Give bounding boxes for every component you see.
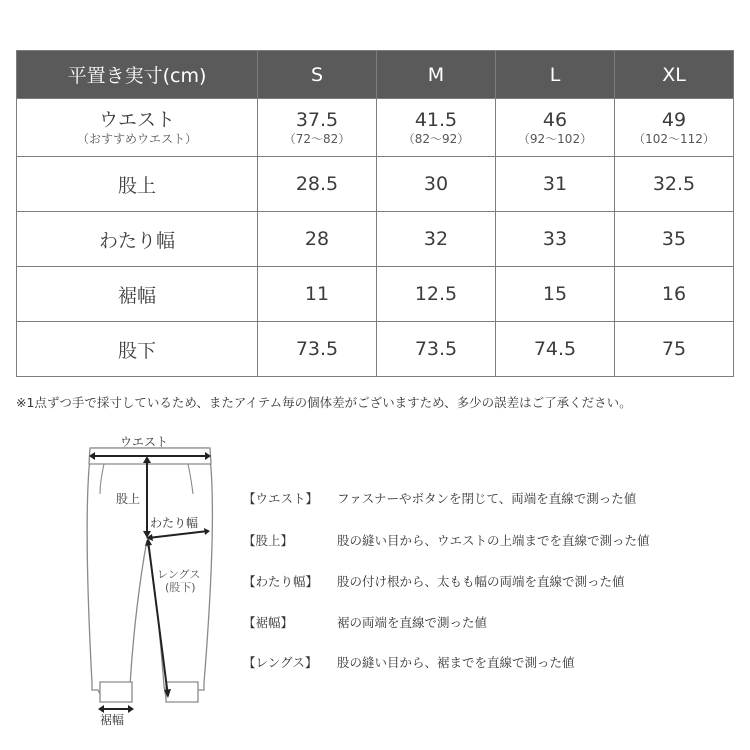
header-size-xl: XL bbox=[615, 51, 734, 99]
row-label-waist bbox=[17, 99, 258, 157]
diagram-label-waist: ウエスト bbox=[120, 435, 169, 449]
definition-term: 【股上】 bbox=[243, 533, 294, 548]
cell-hem-l: 15 bbox=[496, 267, 615, 322]
definition-text: 股の付け根から、太もも幅の両端を直線で測った値 bbox=[337, 574, 625, 589]
header-size-s: S bbox=[258, 51, 377, 99]
cell-inseam-m: 73.5 bbox=[377, 322, 496, 377]
cell-waist-l bbox=[496, 99, 615, 157]
cell-inseam-xl: 75 bbox=[615, 322, 734, 377]
hem-arrow-right bbox=[128, 705, 134, 713]
table-header-row bbox=[17, 51, 734, 99]
row-label-rise: 股上 bbox=[17, 157, 258, 212]
definition-term: 【わたり幅】 bbox=[243, 574, 319, 589]
table-row-waist bbox=[17, 99, 734, 157]
cell-rise-xl: 32.5 bbox=[615, 157, 734, 212]
header-size-l: L bbox=[496, 51, 615, 99]
cell-subvalue: （82〜92） bbox=[402, 132, 470, 146]
definition-text: ファスナーやボタンを閉じて、両端を直線で測った値 bbox=[337, 491, 637, 506]
cell-thigh-m: 32 bbox=[377, 212, 496, 267]
cell-waist-m bbox=[377, 99, 496, 157]
row-sublabel-text: （おすすめウエスト） bbox=[76, 132, 198, 146]
cell-inseam-s: 73.5 bbox=[258, 322, 377, 377]
header-measure: 平置き実寸(cm) bbox=[17, 51, 258, 99]
diagram-label-inseam: (股下) bbox=[165, 581, 196, 594]
definition-term: 【レングス】 bbox=[243, 655, 318, 670]
pants-diagram bbox=[80, 428, 230, 750]
cell-rise-m: 30 bbox=[377, 157, 496, 212]
cell-waist-s bbox=[258, 99, 377, 157]
cell-subvalue: （92〜102） bbox=[517, 132, 593, 146]
row-label-thigh: わたり幅 bbox=[17, 212, 258, 267]
cell-subvalue: （72〜82） bbox=[283, 132, 351, 146]
definition-text: 股の縫い目から、裾までを直線で測った値 bbox=[337, 655, 575, 670]
row-label-hem: 裾幅 bbox=[17, 267, 258, 322]
cuff-left bbox=[100, 682, 132, 702]
cell-waist-xl bbox=[615, 99, 734, 157]
cell-hem-m: 12.5 bbox=[377, 267, 496, 322]
cuff-right bbox=[166, 682, 198, 702]
diagram-label-length: レングス bbox=[157, 568, 201, 581]
header-size-m: M bbox=[377, 51, 496, 99]
cell-value: 49 bbox=[661, 109, 687, 131]
measurement-note: ※1点ずつ手で採寸しているため、またアイテム毎の個体差がございますため、多少の誤差はご了承ください。 bbox=[16, 395, 632, 410]
cell-inseam-l: 74.5 bbox=[496, 322, 615, 377]
cell-value: 41.5 bbox=[414, 109, 458, 131]
cell-hem-xl: 16 bbox=[615, 267, 734, 322]
cell-rise-s: 28.5 bbox=[258, 157, 377, 212]
pants-illustration bbox=[80, 428, 230, 750]
cell-rise-l: 31 bbox=[496, 157, 615, 212]
cell-thigh-xl: 35 bbox=[615, 212, 734, 267]
definition-term: 【ウエスト】 bbox=[243, 491, 319, 506]
diagram-label-hem: 裾幅 bbox=[100, 713, 125, 727]
cell-thigh-s: 28 bbox=[258, 212, 377, 267]
row-label-text: ウエスト bbox=[98, 109, 175, 131]
cell-thigh-l: 33 bbox=[496, 212, 615, 267]
diagram-label-thigh: わたり幅 bbox=[150, 516, 199, 530]
definition-text: 裾の両端を直線で測った値 bbox=[337, 615, 488, 630]
cell-value: 46 bbox=[542, 109, 568, 131]
table-row-inseam bbox=[17, 322, 734, 377]
definition-text: 股の縫い目から、ウエストの上端までを直線で測った値 bbox=[337, 533, 650, 548]
cell-subvalue: （102〜112） bbox=[633, 132, 715, 146]
size-table bbox=[16, 50, 734, 377]
table-row-thigh bbox=[17, 212, 734, 267]
diagram-label-rise: 股上 bbox=[116, 492, 141, 506]
cell-value: 37.5 bbox=[295, 109, 339, 131]
cell-hem-s: 11 bbox=[258, 267, 377, 322]
definition-term: 【裾幅】 bbox=[243, 615, 294, 630]
table-row-hem bbox=[17, 267, 734, 322]
row-label-inseam: 股下 bbox=[17, 322, 258, 377]
table-row-rise bbox=[17, 157, 734, 212]
